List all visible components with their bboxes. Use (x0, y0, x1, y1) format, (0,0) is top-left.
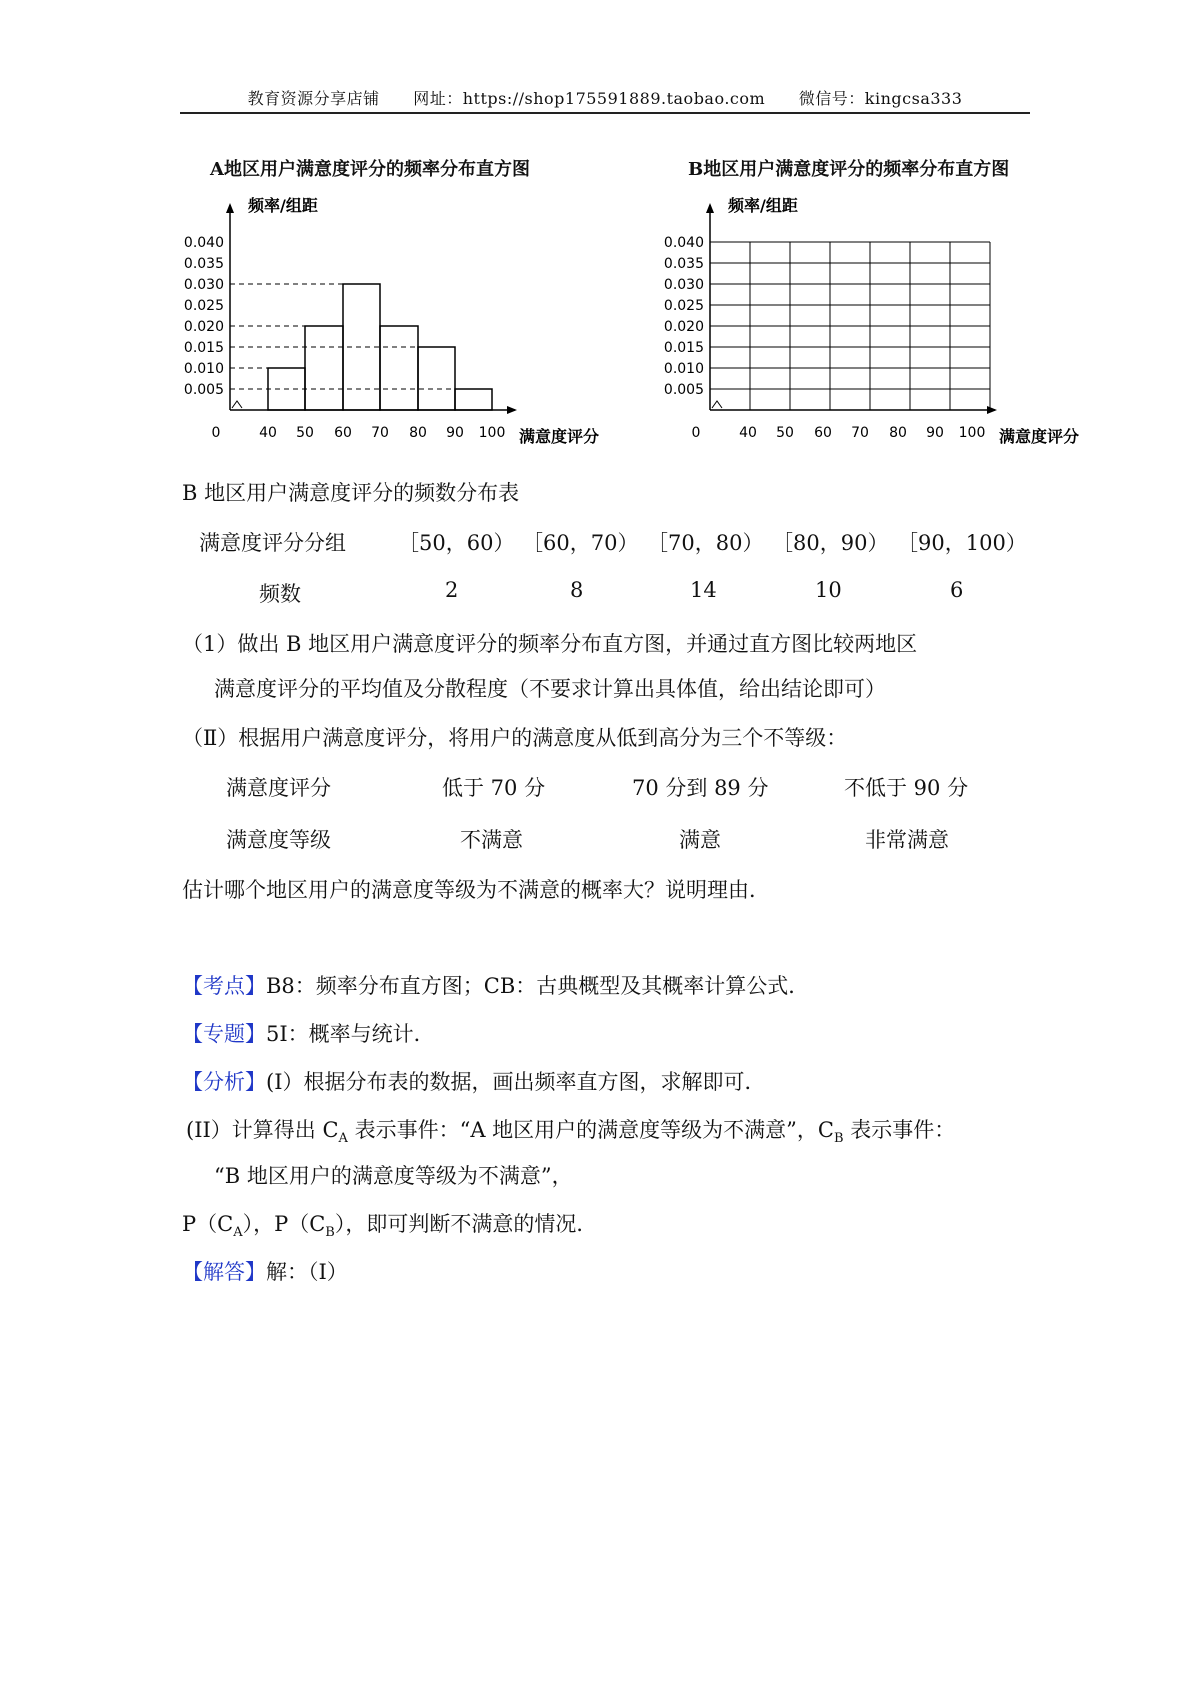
zhuanti-line (182, 1018, 435, 1048)
question-1-line1: （1）做出 B 地区用户满意度评分的频率分布直方图，并通过直方图比较两地区 (182, 632, 918, 656)
zhuanti-text: 5I：概率与统计． (266, 1022, 435, 1046)
y-tick-label: 0.040 (663, 235, 704, 251)
subscript-a: A (338, 1131, 348, 1147)
table1-group: ［90，100） (897, 531, 1027, 555)
chart-a-title: A地区用户满意度评分的频率分布直方图 (210, 159, 530, 180)
x-tick-label: 50 (776, 425, 794, 441)
y-tick-label: 0.020 (183, 319, 224, 335)
x-tick-label: 80 (409, 425, 427, 441)
x-tick-label: 0 (691, 425, 701, 441)
y-tick-label: 0.035 (663, 256, 704, 272)
fenxi2-part: 表示事件：“A 地区用户的满意度等级为不满意”，C (347, 1118, 834, 1142)
jieda-tag: 【解答】 (182, 1260, 266, 1284)
x-axis-arrow-icon (507, 406, 517, 414)
y-tick-label: 0.035 (183, 256, 224, 272)
x-axis-arrow-icon (987, 406, 997, 414)
jieda-line (182, 1256, 348, 1286)
y-tick-label: 0.010 (663, 361, 704, 377)
subscript-b: B (325, 1225, 335, 1241)
x-tick-label: 90 (926, 425, 944, 441)
histogram-bar (418, 347, 455, 410)
table1-row1-label: 满意度评分分组 (199, 531, 346, 555)
axis-break-icon (232, 401, 242, 408)
table1-count: 8 (570, 578, 584, 602)
table2-cell: 满意 (679, 828, 721, 852)
y-tick-label: 0.030 (663, 277, 704, 293)
x-tick-label: 40 (259, 425, 277, 441)
y-axis-arrow-icon (226, 203, 234, 213)
x-tick-label: 60 (814, 425, 832, 441)
y-tick-label: 0.030 (183, 277, 224, 293)
fenxi-line-2 (186, 1114, 955, 1146)
question-1-line2: 满意度评分的平均值及分散程度（不要求计算出具体值，给出结论即可） (214, 677, 886, 701)
shop-url: 网址：https://shop175591889.taobao.com (413, 89, 766, 108)
histogram-bar (455, 389, 492, 410)
x-tick-label: 0 (211, 425, 221, 441)
fenxi-text: (I）根据分布表的数据，画出频率直方图，求解即可． (266, 1070, 766, 1094)
zhuanti-tag: 【专题】 (182, 1022, 266, 1046)
table1-count: 14 (690, 578, 717, 602)
x-tick-label: 40 (739, 425, 757, 441)
chart-b-title: B地区用户满意度评分的频率分布直方图 (688, 159, 1010, 180)
y-tick-label: 0.040 (183, 235, 224, 251)
kaodian-tag: 【考点】 (182, 974, 266, 998)
shop-name: 教育资源分享店铺 (247, 89, 380, 108)
y-tick-label: 0.025 (183, 298, 224, 314)
table1-group: ［70，80） (647, 531, 764, 555)
wechat-id: 微信号：kingcsa333 (798, 89, 963, 108)
table1-group: ［50，60） (398, 531, 515, 555)
fenxi-line (182, 1066, 766, 1096)
x-tick-label: 50 (296, 425, 314, 441)
fenxi-line-3: “B 地区用户的满意度等级为不满意”， (214, 1164, 573, 1188)
histogram-bar (380, 326, 418, 410)
table1-count: 2 (445, 578, 459, 602)
y-tick-label: 0.005 (663, 382, 704, 398)
kaodian-line (182, 970, 809, 1000)
table1-group: ［80，90） (772, 531, 889, 555)
fenxi-tag: 【分析】 (182, 1070, 266, 1094)
x-axis-label: 满意度评分 (519, 427, 600, 446)
fenxi2-part: (II）计算得出 C (186, 1118, 339, 1142)
table1-group: ［60，70） (522, 531, 639, 555)
table1-count: 6 (950, 578, 964, 602)
chart-a-histogram (170, 185, 640, 465)
y-tick-label: 0.025 (663, 298, 704, 314)
fenxi4-part: ），即可判断不满意的情况． (334, 1212, 598, 1236)
subscript-b: B (833, 1131, 844, 1147)
kaodian-text: B8：频率分布直方图；CB：古典概型及其概率计算公式． (266, 974, 810, 998)
table2-cell: 满意度评分 (226, 776, 331, 800)
x-tick-label: 90 (446, 425, 464, 441)
table2-cell: 非常满意 (865, 828, 949, 852)
table2-cell: 不低于 90 分 (844, 776, 969, 800)
y-axis-label: 频率/组距 (728, 196, 798, 215)
table1-caption: B 地区用户满意度评分的频数分布表 (182, 481, 520, 505)
subscript-a: A (233, 1225, 243, 1241)
x-tick-label: 70 (851, 425, 869, 441)
y-tick-label: 0.015 (183, 340, 224, 356)
table1-count: 10 (815, 578, 842, 602)
x-tick-label: 80 (889, 425, 907, 441)
jieda-text: 解：（Ⅰ） (266, 1260, 348, 1284)
y-tick-label: 0.020 (663, 319, 704, 335)
x-tick-label: 100 (958, 425, 986, 441)
x-tick-label: 60 (334, 425, 352, 441)
table2-cell: 低于 70 分 (442, 776, 546, 800)
table2-cell: 满意度等级 (226, 828, 331, 852)
question-2-end: 估计哪个地区用户的满意度等级为不满意的概率大？说明理由． (182, 878, 770, 902)
fenxi-line-4 (182, 1208, 597, 1240)
table1-row2-label: 频数 (259, 582, 301, 606)
x-tick-label: 70 (371, 425, 389, 441)
chart-b-grid (650, 185, 1120, 465)
y-tick-label: 0.005 (183, 382, 224, 398)
page-header (180, 86, 1030, 109)
fenxi2-part: 表示事件： (843, 1118, 956, 1142)
y-tick-label: 0.015 (663, 340, 704, 356)
y-tick-label: 0.010 (183, 361, 224, 377)
table2-cell: 70 分到 89 分 (632, 776, 769, 800)
axis-break-icon (712, 401, 722, 408)
question-2-line1: （Ⅱ）根据用户满意度评分，将用户的满意度从低到高分为三个不等级： (182, 726, 848, 750)
x-axis-label: 满意度评分 (999, 427, 1080, 446)
y-axis-arrow-icon (706, 203, 714, 213)
y-axis-label: 频率/组距 (248, 196, 318, 215)
header-rule (180, 112, 1030, 114)
x-tick-label: 100 (478, 425, 506, 441)
table2-cell: 不满意 (460, 828, 523, 852)
fenxi4-part: ），P（C (242, 1212, 326, 1236)
histogram-bar (305, 326, 343, 410)
fenxi4-part: P（C (182, 1212, 234, 1236)
